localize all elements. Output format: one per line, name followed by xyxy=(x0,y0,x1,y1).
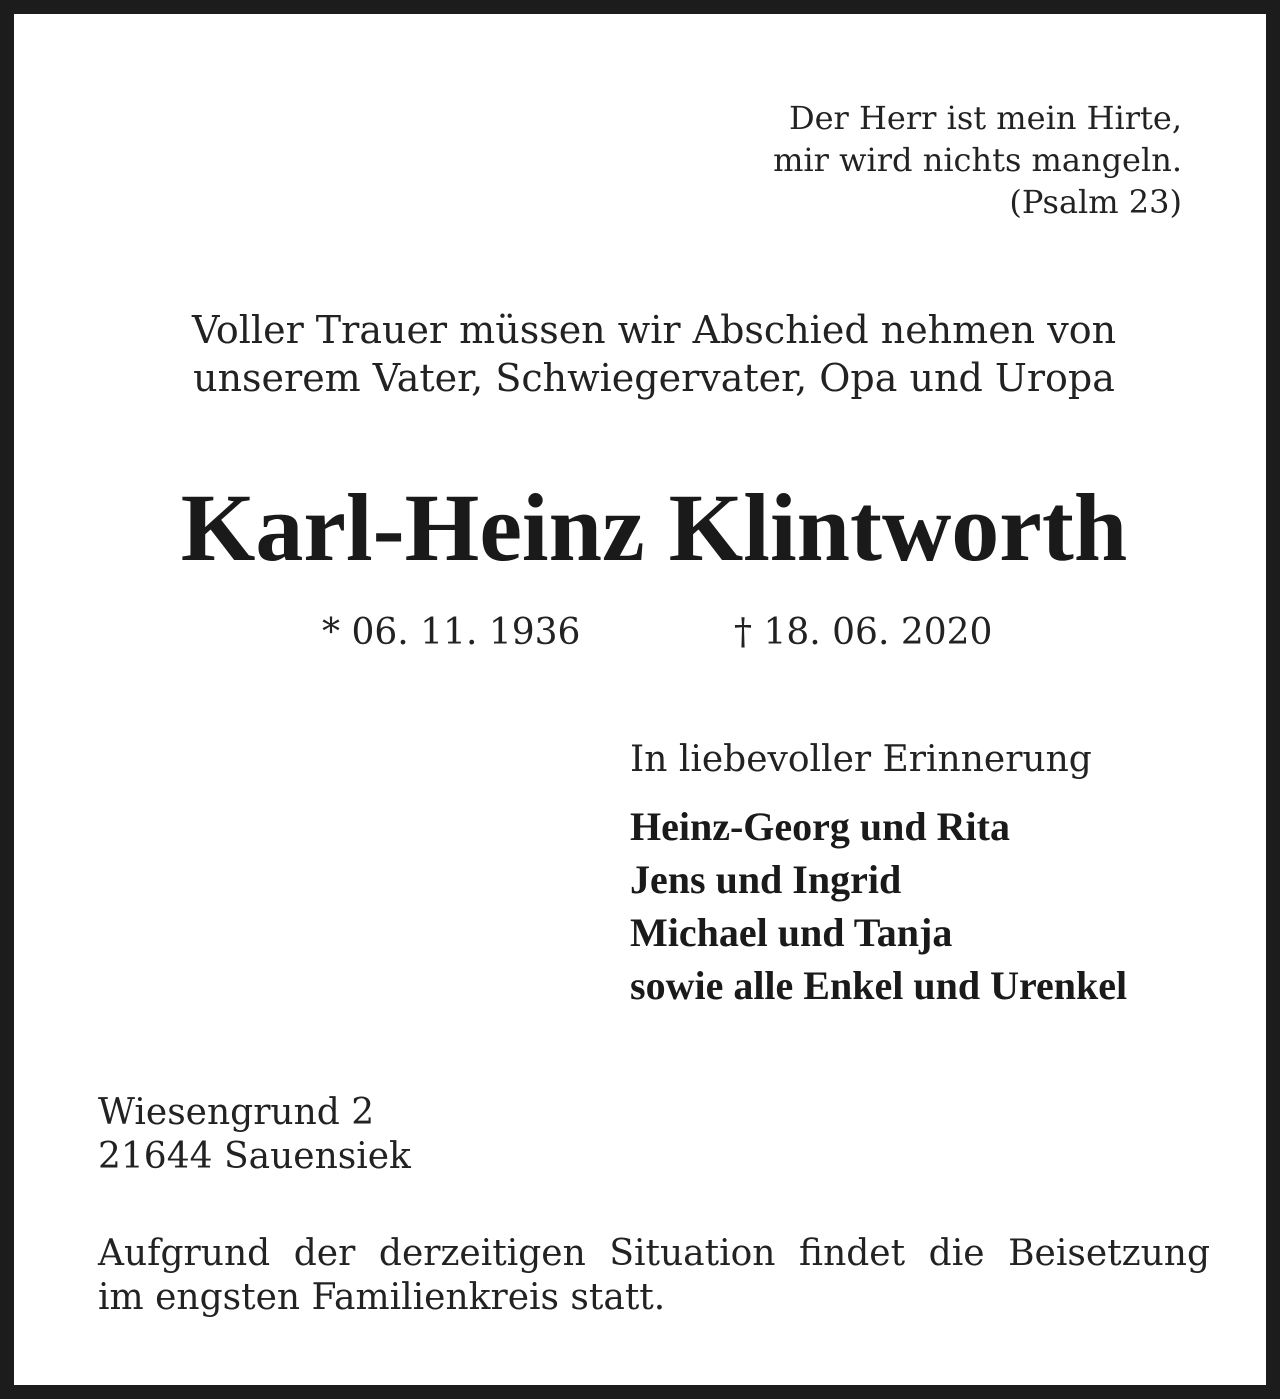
address-block xyxy=(98,1091,411,1179)
memory-line: In liebevoller Erinnerung xyxy=(630,739,1092,780)
mourner-entry: Heinz-Georg und Rita xyxy=(630,804,1010,849)
psalm-quote xyxy=(773,97,1182,223)
mourners-list xyxy=(630,800,1127,1012)
deceased-name: Karl-Heinz Klintworth xyxy=(180,474,1128,581)
mourner-entry: Michael und Tanja xyxy=(630,910,953,955)
psalm-source: (Psalm 23) xyxy=(1009,183,1182,221)
notice-line-2: im engsten Familienkreis statt. xyxy=(98,1277,666,1318)
address-city: 21644 Sauensiek xyxy=(98,1136,411,1177)
birth-date: * 06. 11. 1936 xyxy=(322,612,581,653)
funeral-notice xyxy=(98,1232,1210,1320)
psalm-line-2: mir wird nichts mangeln. xyxy=(773,141,1182,179)
intro-line-1: Voller Trauer müssen wir Abschied nehmen von xyxy=(191,308,1117,352)
psalm-line-1: Der Herr ist mein Hirte, xyxy=(788,99,1182,137)
notice-line-1: Aufgrund der derzeitigen Situation findet die Beisetzung xyxy=(98,1233,1210,1274)
intro-text xyxy=(14,306,1280,402)
mourner-entry: sowie alle Enkel und Urenkel xyxy=(630,963,1128,1008)
intro-line-2: unserem Vater, Schwiegervater, Opa und Uropa xyxy=(193,356,1115,400)
death-date: † 18. 06. 2020 xyxy=(734,612,993,653)
address-street: Wiesengrund 2 xyxy=(98,1092,375,1133)
mourner-entry: Jens und Ingrid xyxy=(630,857,902,902)
